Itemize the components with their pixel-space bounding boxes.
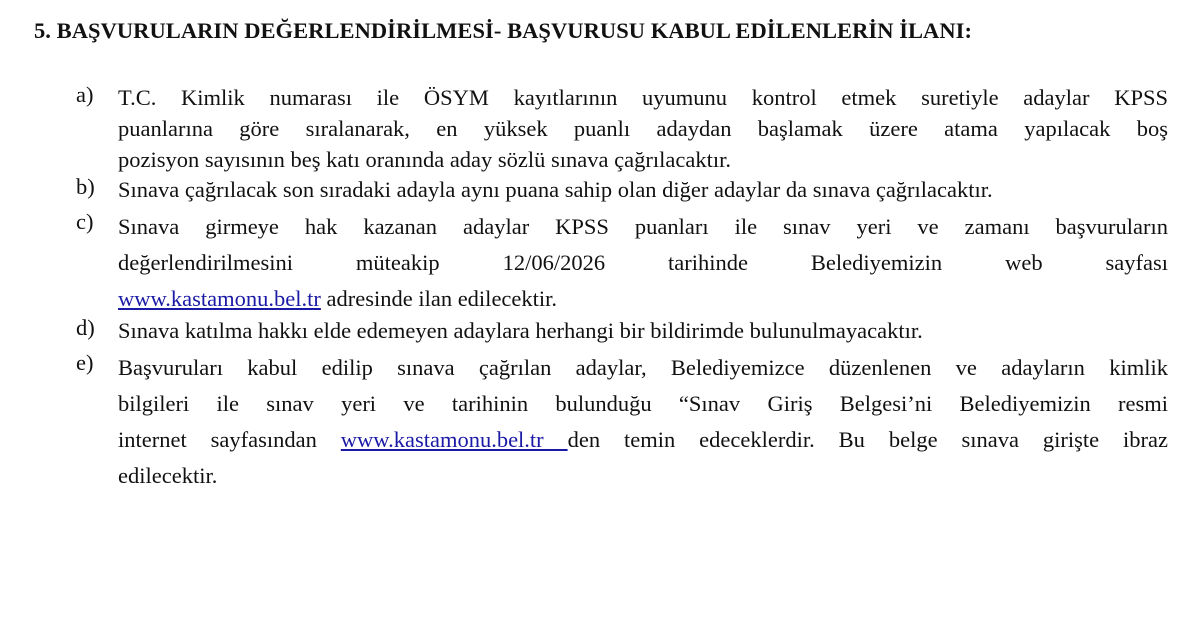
text-line: T.C. Kimlik numarası ile ÖSYM kayıtlarının uyumunu kontrol etmek suretiyle adaylar KPSS (118, 85, 1168, 110)
text-line: Sınava çağrılacak son sıradaki adayla aynı puana sahip olan diğer adaylar da sınava çağrılacaktır. (118, 177, 993, 202)
text-line: Sınava katılma hakkı elde edemeyen adaylara herhangi bir bildirimde bulunulmayacaktır. (118, 318, 923, 343)
text-line: pozisyon sayısının beş katı oranında aday sözlü sınava çağrılacaktır. (118, 147, 731, 172)
text-line: Sınava girmeye hak kazanan adaylar KPSS puanları ile sınav yeri ve zamanı başvuruların (118, 214, 1168, 239)
list-marker: d) (76, 315, 95, 340)
text-line: edilecektir. (118, 463, 218, 488)
section-heading: 5. BAŞVURULARIN DEĞERLENDİRİLMESİ- BAŞVURUSU KABUL EDİLENLERİN İLANI: (34, 18, 973, 43)
link-trailing-text: den temin edeceklerdir. Bu belge sınava girişte ibraz (567, 427, 1169, 452)
list-item-text (118, 174, 1168, 205)
list-item-text (118, 315, 1168, 346)
text-line: değerlendirilmesini müteakip 12/06/2026 tarihinde Belediyemizin web sayfası (118, 250, 1168, 275)
list-item-text (118, 209, 1168, 317)
list-marker: c) (76, 209, 94, 234)
link-trailing-text: adresinde ilan edilecektir. (320, 286, 558, 311)
list-marker: e) (76, 350, 94, 375)
text-line: bilgileri ile sınav yeri ve tarihinin bulunduğu “Sınav Giriş Belgesi’ni Belediyemizin resmi (118, 391, 1168, 416)
list-marker: a) (76, 82, 94, 107)
text-line (118, 422, 1168, 458)
text-line: Başvuruları kabul edilip sınava çağrılan adaylar, Belediyemizce düzenlenen ve adayların kimlik (118, 355, 1168, 380)
line-leading-text: internet sayfasından (118, 427, 341, 452)
website-link[interactable]: www.kastamonu.bel.tr (340, 427, 568, 452)
list-marker: b) (76, 174, 95, 199)
text-line (118, 281, 1168, 317)
list-item-text (118, 82, 1168, 175)
list-item-text (118, 350, 1168, 494)
text-line: puanlarına göre sıralanarak, en yüksek puanlı adaydan başlamak üzere atama yapılacak boş (118, 116, 1168, 141)
website-link[interactable]: www.kastamonu.bel.tr (118, 286, 321, 311)
